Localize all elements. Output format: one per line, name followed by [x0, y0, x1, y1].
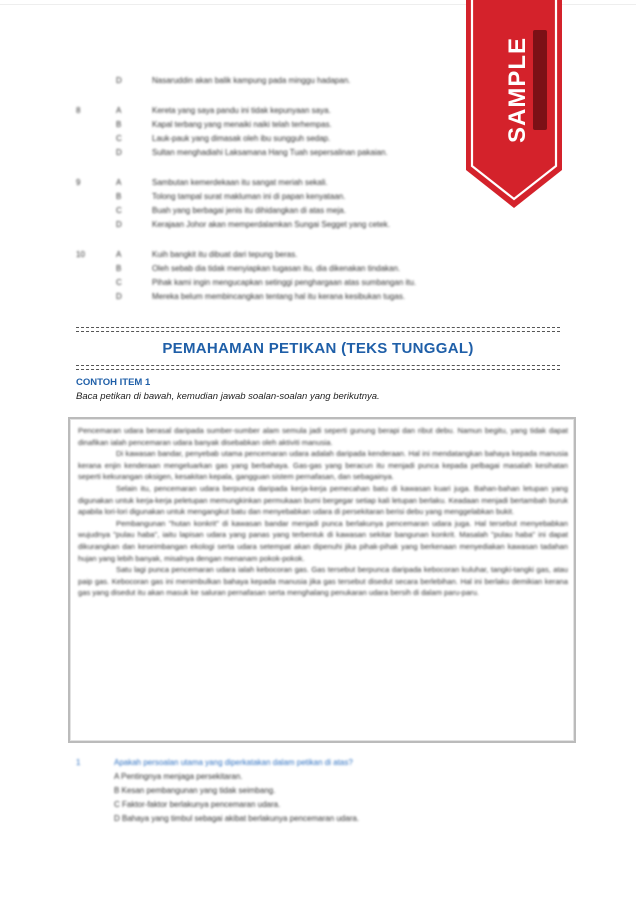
ribbon-word: SAMPLE — [504, 37, 531, 144]
answer-question-text: Apakah persoalan utama yang diperkatakan dalam petikan di atas? — [114, 758, 353, 767]
answer-question-number: 1 — [76, 758, 81, 767]
option-text: Buah yang berbagai jenis itu dihidangkan di atas meja. — [152, 206, 346, 215]
option-letter: C — [116, 206, 122, 215]
option-letter: A — [116, 250, 122, 259]
question-number: 10 — [76, 250, 85, 259]
option-text: Nasaruddin akan balik kampung pada minggu hadapan. — [152, 76, 351, 85]
passage-paragraph: Pembangunan "hutan konkrit" di kawasan bandar menjadi punca berlakunya pencemaran udara juga. Hal tersebut menyebabkan wujudnya "pulau haba", iaitu lapisan udara yang panas yang terbentuk di kawasan sekitar bangunan konkrit. Masalah "pulau haba" ini dapat dikurangkan dan keseimbangan ekologi serta udara setempat akan dipenuhi jika pihak-pihak yang berkenaan menyediakan kawasan tadahan hujan yang lebih banyak, misalnya dengan menanam pokok-pokok. — [78, 518, 568, 563]
passage-box — [68, 417, 576, 743]
option-letter: C — [116, 134, 122, 143]
option-text: Kereta yang saya pandu ini tidak kepunyaan saya. — [152, 106, 331, 115]
option-letter: D — [116, 76, 122, 85]
option-letter: B — [116, 120, 122, 129]
option-letter: B — [116, 264, 122, 273]
item-label: CONTOH ITEM 1 — [76, 377, 151, 388]
option-text: Sultan menghadiahi Laksamana Hang Tuah sepersalinan pakaian. — [152, 148, 388, 157]
passage-paragraph: Pencemaran udara berasal daripada sumber-sumber alam semula jadi seperti gunung berapi dan ribut debu. Namun begitu, yang tidak dapat dinafikan ialah pencemaran udara banyak disebabkan oleh aktiviti manusia. — [78, 426, 568, 447]
answer-option-b: B Kesan pembangunan yang tidak seimbang. — [114, 786, 276, 795]
option-text: Lauk-pauk yang dimasak oleh ibu sungguh sedap. — [152, 134, 331, 143]
option-text: Oleh sebab dia tidak menyiapkan tugasan itu, dia dikenakan tindakan. — [152, 264, 401, 273]
passage-paragraph: Satu lagi punca pencemaran udara ialah kebocoran gas. Gas tersebut berpunca daripada kebocoran kuluhar, tangki-tangki gas, atau paip gas. Kebocoran gas ini menimbulkan bahaya kepada manusia jika gas tersebut disedut secara berlebihan. Hal ini berlaku demikian kerana gas yang disedut itu akan masuk ke saluran pernafasan serta menghalang penukaran udara bersih di dalam paru-paru. — [78, 565, 568, 598]
option-letter: C — [116, 278, 122, 287]
passage-paragraph: Di kawasan bandar, penyebab utama pencemaran udara adalah daripada kenderaan. Hal ini mendatangkan bahaya kepada manusia kerana enjin kenderaan mengeluarkan gas yang berbahaya. Gas-gas yang beracun itu menjadi punca kepada pelbagai masalah kesihatan seperti kekurangan oksigen, kesakitan kepala, gangguan sistem pernafasan, dan sebagainya. — [78, 449, 568, 482]
passage-paragraph: Selain itu, pencemaran udara berpunca daripada kerja-kerja pemecahan batu di kawasan kuari juga. Bahan-bahan letupan yang digunakan untuk kerja-kerja peletupan memungkinkan permukaan bumi bergegar setiap kali letupan berlaku. Keadaan menjadi bertambah buruk apabila lori-lori digunakan untuk mengangkut batu dan menyebabkan udara di persekitaran berisi debu yang menggelabkan bukit. — [78, 483, 568, 517]
option-letter: B — [116, 192, 122, 201]
option-text: Kuih bangkit itu dibuat dari tepung beras. — [152, 250, 298, 259]
answer-option-c: C Faktor-faktor berlakunya pencemaran udara. — [114, 800, 281, 809]
option-text: Sambutan kemerdekaan itu sangat meriah sekali. — [152, 178, 328, 187]
ribbon-tag-bar — [533, 30, 547, 130]
answer-option-a: A Pentingnya menjaga persekitaran. — [114, 772, 243, 781]
option-text: Kapal terbang yang menaiki naiki telah terhempas. — [152, 120, 332, 129]
section-divider-bottom — [76, 365, 560, 370]
option-letter: D — [116, 292, 122, 301]
question-number: 9 — [76, 178, 81, 187]
ribbon-tag — [532, 30, 546, 130]
option-text: Kerajaan Johor akan memperdalamkan Sungai Segget yang cetek. — [152, 220, 390, 229]
option-letter: A — [116, 178, 122, 187]
option-letter: A — [116, 106, 122, 115]
ribbon-text-area — [496, 28, 532, 148]
question-number: 8 — [76, 106, 81, 115]
section-title: PEMAHAMAN PETIKAN (TEKS TUNGGAL) — [162, 340, 474, 357]
instruction-text: Baca petikan di bawah, kemudian jawab soalan-soalan yang berikutnya. — [76, 391, 380, 402]
passage-text — [78, 425, 568, 599]
option-text: Pihak kami ingin mengucapkan setinggi penghargaan atas sumbangan itu. — [152, 278, 417, 287]
section-divider-top — [76, 327, 560, 332]
option-letter: D — [116, 148, 122, 157]
sample-ribbon — [466, 0, 562, 210]
option-text: Tolong tampal surat makluman ini di papan kenyataan. — [152, 192, 346, 201]
answer-option-d: D Bahaya yang timbul sebagai akibat berlakunya pencemaran udara. — [114, 814, 360, 823]
option-letter: D — [116, 220, 122, 229]
option-text: Mereka belum membincangkan tentang hal itu kerana kesibukan tugas. — [152, 292, 406, 301]
